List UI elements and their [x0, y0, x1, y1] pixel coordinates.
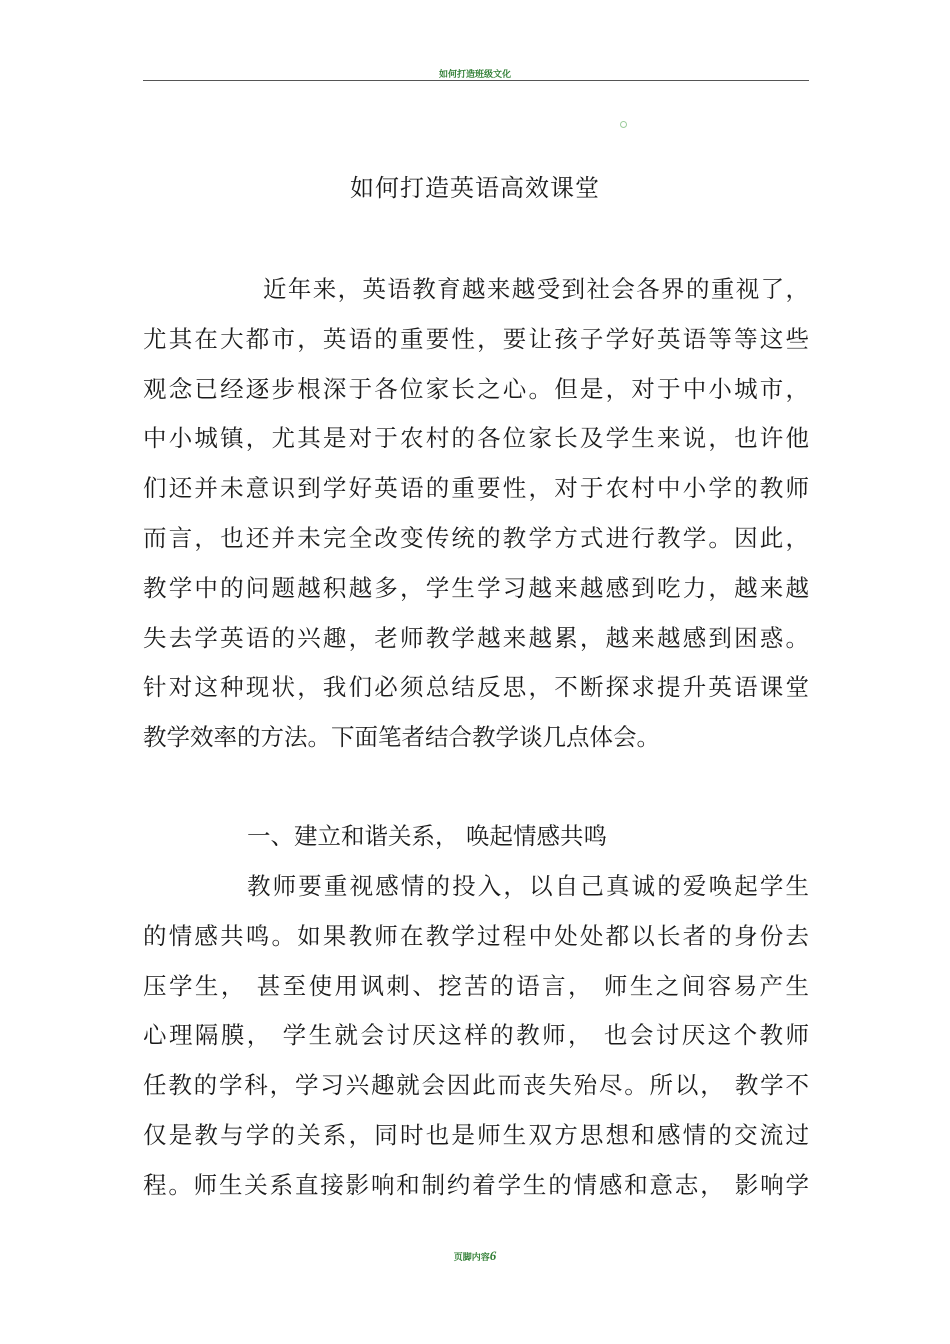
paragraph-line: 任教的学科，学习兴趣就会因此而丧失殆尽。所以， 教学不 — [143, 1071, 809, 1100]
paragraph-line: 压学生， 甚至使用讽刺、挖苦的语言， 师生之间容易产生 — [143, 971, 809, 1000]
paragraph-line: 近年来，英语教育越来越受到社会各界的重视了， — [263, 275, 809, 303]
paragraph-line: 教学效率的方法。下面笔者结合教学谈几点体会。 — [143, 723, 660, 752]
footer-label: 页脚内容 — [453, 1253, 490, 1263]
paragraph-line: 尤其在大都市，英语的重要性，要让孩子学好英语等等这些 — [143, 324, 809, 353]
intro-paragraph — [143, 265, 809, 763]
section1-paragraph — [143, 862, 809, 1211]
small-circle-mark-icon — [620, 121, 627, 128]
paragraph-line: 的情感共鸣。如果教师在教学过程中处处都以长者的身份去 — [143, 921, 809, 950]
paragraph-line: 心理隔膜， 学生就会讨厌这样的教师， 也会讨厌这个教师 — [143, 1021, 809, 1050]
paragraph-line: 而言，也还并未完全改变传统的教学方式进行教学。因此， — [143, 523, 809, 552]
paragraph-line: 教学中的问题越积越多，学生学习越来越感到吃力，越来越 — [143, 573, 809, 602]
paragraph-line: 们还并未意识到学好英语的重要性，对于农村中小学的教师 — [143, 474, 809, 503]
paragraph-line: 观念已经逐步根深于各位家长之心。但是，对于中小城市， — [143, 374, 809, 403]
page-number: 6 — [489, 1248, 497, 1263]
page-footer — [0, 1248, 950, 1264]
paragraph-line: 仅是教与学的关系，同时也是师生双方思想和感情的交流过 — [143, 1120, 809, 1149]
paragraph-line: 失去学英语的兴趣，老师教学越来越累，越来越感到困惑。 — [143, 623, 809, 652]
section-heading: 一、建立和谐关系， 唤起情感共鸣 — [247, 822, 607, 850]
paragraph-line: 针对这种现状，我们必须总结反思，不断探求提升英语课堂 — [143, 673, 809, 702]
paragraph-line: 程。师生关系直接影响和制约着学生的情感和意志， 影响学 — [143, 1170, 809, 1199]
paragraph-line: 教师要重视感情的投入，以自己真诚的爱唤起学生 — [247, 872, 809, 900]
paragraph-line: 中小城镇，尤其是对于农村的各位家长及学生来说，也许他 — [143, 424, 809, 453]
header-divider — [143, 80, 809, 81]
page-header: 如何打造班级文化 — [438, 70, 511, 80]
document-title: 如何打造英语高效课堂 — [350, 174, 600, 202]
